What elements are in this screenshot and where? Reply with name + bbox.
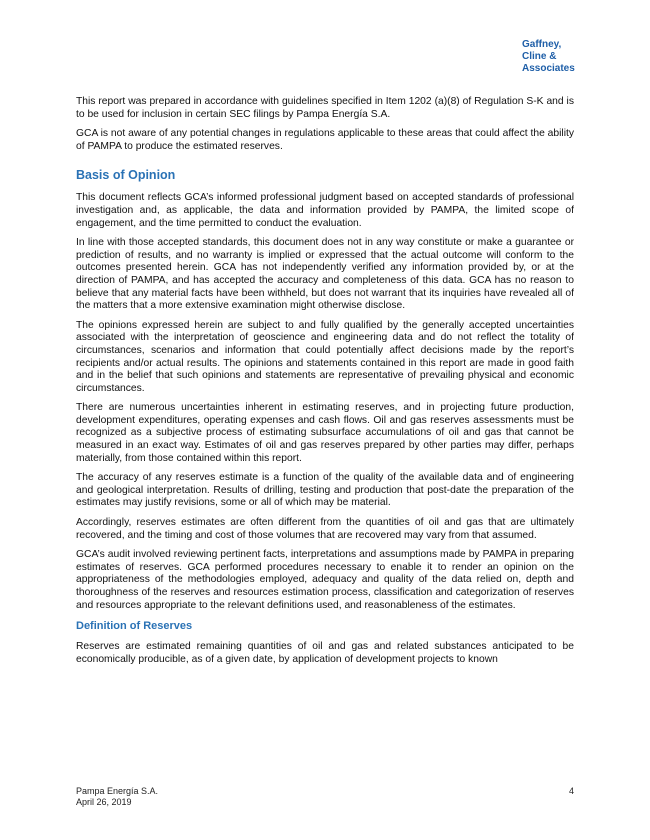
basis-paragraph-2: In line with those accepted standards, this document does not in any way constitute or make a guarantee or prediction of results, and no warranty is implied or expressed that the actual outcome will conform to the outcomes presented herein. GCA has not independently verified any information provided by, or at the direction of PAMPA, and has accepted the accuracy and completeness of this data. GCA has no reason to believe that any material facts have been withheld, but does not warrant that its inquiries have revealed all of the matters that a more extensive examination might otherwise disclose. <box>76 237 574 312</box>
basis-paragraph-3: The opinions expressed herein are subject to and fully qualified by the generally accepted uncertainties associated with the interpretation of geoscience and engineering data and do not reflect the totality of circumstances, scenarios and information that could potentially affect decisions made by the report’s recipients and/or actual results. The opinions and statements contained in this report are made in good faith and in the belief that such opinions and statements are representative of prevailing physical and economic circumstances. <box>76 319 574 394</box>
page-number: 4 <box>568 786 574 796</box>
basis-paragraph-6: Accordingly, reserves estimates are often different from the quantities of oil and gas that are ultimately recovered, and the timing and cost of those volumes that are recovered may vary from that assumed. <box>76 517 574 541</box>
basis-of-opinion-heading: Basis of Opinion <box>76 168 176 183</box>
page-footer <box>76 786 574 807</box>
footer-date: April 26, 2019 <box>76 796 132 807</box>
logo-line-2: Cline & <box>522 51 557 62</box>
basis-paragraph-5: The accuracy of any reserves estimate is a function of the quality of the available data and of engineering and geological interpretation. Results of drilling, testing and production that post-date the preparation of the estimates may justify revisions, some or all of which may be material. <box>76 472 574 509</box>
basis-paragraph-4: There are numerous uncertainties inherent in estimating reserves, and in projecting future production, development expenditures, operating expenses and cash flows. Oil and gas reserves assessments must be recognized as a subjective process of estimating subsurface accumulations of oil and gas that cannot be measured in an exact way. Estimates of oil and gas reserves prepared by other parties may differ, perhaps materially, from those contained within this report. <box>76 402 574 464</box>
logo-line-3: Associates <box>522 63 575 74</box>
logo-line-1: Gaffney, <box>522 39 562 50</box>
definition-of-reserves-heading: Definition of Reserves <box>76 620 193 633</box>
footer-company: Pampa Energía S.A. <box>76 786 159 796</box>
intro-paragraph-2: GCA is not aware of any potential changes in regulations applicable to these areas that could affect the ability of PAMPA to produce the estimated reserves. <box>76 128 574 152</box>
document-body <box>76 96 574 673</box>
basis-paragraph-7: GCA’s audit involved reviewing pertinent facts, interpretations and assumptions made by PAMPA in preparing estimates of reserves. GCA performed procedures necessary to enable it to render an opinion on the appropriateness of the methodologies employed, adequacy and quality of the data relied on, depth and thoroughness of the reserves and resources estimation process, classification and categorization of reserves and resources appropriate to the relevant definitions used, and reasonableness of the estimates. <box>76 549 574 611</box>
definition-paragraph-1: Reserves are estimated remaining quantities of oil and gas and related substances anticipated to be economically producible, as of a given date, by application of development projects to known <box>76 641 574 665</box>
basis-paragraph-1: This document reflects GCA’s informed professional judgment based on accepted standards of professional investigation and, as applicable, the data and information provided by PAMPA, the limited scope of engagement, and the time permitted to conduct the evaluation. <box>76 192 574 229</box>
intro-paragraph-1: This report was prepared in accordance with guidelines specified in Item 1202 (a)(8) of Regulation S-K and is to be used for inclusion in certain SEC filings by Pampa Energía S.A. <box>76 96 574 120</box>
company-logo <box>522 39 575 75</box>
